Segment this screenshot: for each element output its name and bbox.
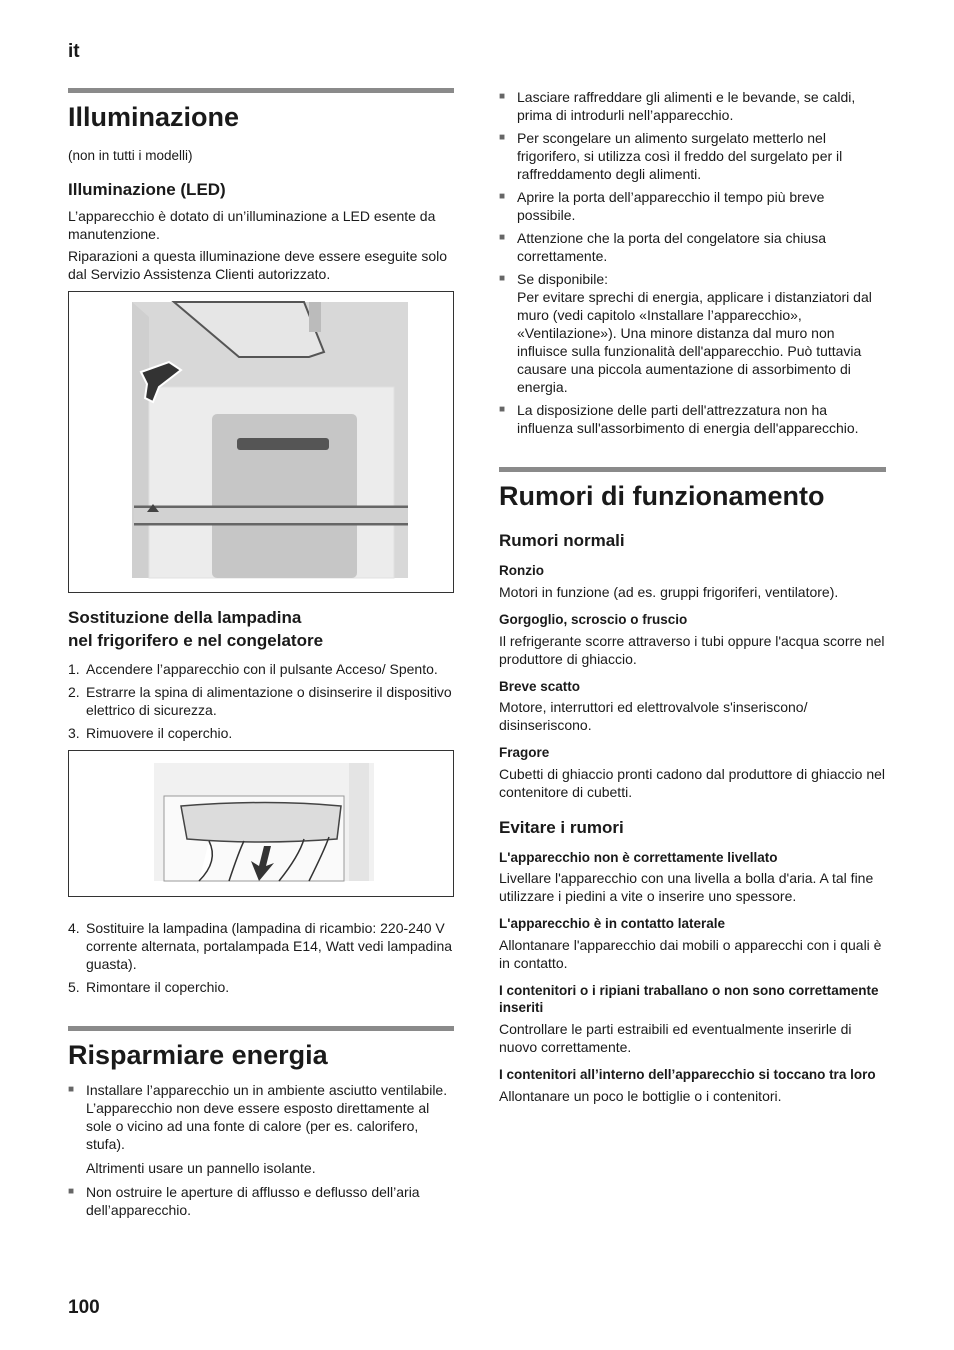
heading-risparmiare-energia: Risparmiare energia [68,1039,328,1070]
replace-steps-2 [68,919,454,996]
heading-toccano: I contenitori all’interno dell’apparecchio si toccano tra loro [499,1066,876,1082]
energy-bullets-left [68,1081,454,1153]
list-item: ■ Se disponibile: Per evitare sprechi di energia, applicare i distanziatori dal muro (vedi capitolo «Installare l’apparecchio», «Ventilazione»). Una minore distanza dal muro non influisce sulla funzionalità dell'apparecchio. Può tuttavia causare una piccola aumentazione di assorbimento di energia. [499,271,872,395]
hands-cover-illustration [69,751,457,896]
list-item: 4. Sostituire la lampadina (lampadina di ricambio: 220-240 V corrente alternata, portalampada E14, Watt vedi lampadina guasta). [68,919,453,972]
section-rule [68,88,454,93]
heading-rumori-normali: Rumori normali [499,531,625,551]
list-item: ■ Per scongelare un alimento surgelato metterlo nel frigorifero, si utilizza così il freddo del surgelato per il raffreddamento degli alimenti. [499,130,843,182]
energy-bullets-right [499,88,886,437]
left-column [68,88,454,1225]
led-illustration [68,291,454,593]
list-item: ■ Attenzione che la porta del congelatore sia chiusa correttamente. [499,230,826,264]
text-fragore: Cubetti di ghiaccio pronti cadono dal produttore di ghiaccio nel contenitore di cubetti. [499,765,886,800]
heading-rumori: Rumori di funzionamento [499,481,825,511]
text-gorgoglio: Il refrigerante scorre attraverso i tubi oppure l'acqua scorre nel produttore di ghiaccio. [499,632,885,667]
replace-title-line2: nel frigorifero e nel congelatore [68,630,324,650]
list-item: 2. Estrarre la spina di alimentazione o disinserire il dispositivo elettrico di sicurezza. [68,683,452,718]
text-toccano: Allontanare un poco le bottiglie o i contenitori. [499,1087,782,1104]
models-note: (non in tutti i modelli) [68,148,193,164]
section-rule [68,1026,454,1031]
heading-illuminazione: Illuminazione [68,102,240,132]
list-item: 1. Accendere l’apparecchio con il pulsante Acceso/ Spento. [68,660,438,677]
replace-title-line1: Sostituzione della lampadina [68,608,302,628]
heading-traballano: I contenitori o i ripiani traballano o non sono correttamente inseriti [499,982,879,1016]
heading-gorgoglio: Gorgoglio, scroscio o fruscio [499,612,688,628]
text-ronzio: Motori in funzione (ad es. gruppi frigoriferi, ventilatore). [499,584,839,601]
heading-replace-bulb [68,607,454,651]
list-item: ■ Non ostruire le aperture di afflusso e deflusso dell’aria dell’apparecchio. [68,1184,420,1219]
energy-sub-note: Altrimenti usare un pannello isolante. [86,1160,316,1177]
text-contatto: Allontanare l'apparecchio dai mobili o apparecchi con i quali è in contatto. [499,936,882,971]
led-paragraph-2: Riparazioni a questa illuminazione deve essere eseguite solo dal Servizio Assistenza Clienti autorizzato. [68,248,448,283]
list-item: ■ Lasciare raffreddare gli alimenti e le bevande, se caldi, prima di introdurli nell’apparecchio. [499,89,856,123]
cover-removal-illustration [68,750,454,897]
right-column [499,88,886,1109]
heading-fragore: Fragore [499,745,550,761]
list-item: ■ Aprire la porta dell’apparecchio il tempo più breve possibile. [499,189,825,223]
list-item: 5. Rimontare il coperchio. [68,978,230,995]
list-item: 3. Rimuovere il coperchio. [68,724,233,741]
list-item: ■ La disposizione delle parti dell'attrezzatura non ha influenza sull'assorbimento di energia dell'apparecchio. [499,402,859,436]
fridge-interior-illustration [69,292,457,592]
energy-bullets-left-2 [68,1183,454,1219]
heading-ronzio: Ronzio [499,563,544,579]
heading-contatto: L'apparecchio è in contatto laterale [499,916,726,932]
text-livellato: Livellare l'apparecchio con una livella a bolla d'aria. A tal fine utilizzare i piedini a vite o inserire uno spessore. [499,870,874,905]
language-tag: it [68,41,80,62]
replace-steps-1 [68,660,454,742]
list-item: ■ Installare l’apparecchio un in ambiente asciutto ventilabile. L’apparecchio non deve essere esposto direttamente al sole o vicino ad una fonte di calore (per es. calorifero, stufa). [68,1082,448,1153]
text-breve-scatto: Motore, interruttori ed elettrovalvole s'inseriscono/ disinseriscono. [499,699,808,734]
heading-evitare-rumori: Evitare i rumori [499,817,624,837]
page-number: 100 [68,1297,100,1318]
led-paragraph-1: L’apparecchio è dotato di un’illuminazione a LED esente da manutenzione. [68,208,436,243]
section-rule [499,467,886,472]
heading-livellato: L'apparecchio non è correttamente livellato [499,849,778,865]
heading-led: Illuminazione (LED) [68,180,226,200]
text-traballano: Controllare le parti estraibili ed eventualmente inserirle di nuovo correttamente. [499,1020,852,1055]
heading-breve-scatto: Breve scatto [499,678,581,694]
